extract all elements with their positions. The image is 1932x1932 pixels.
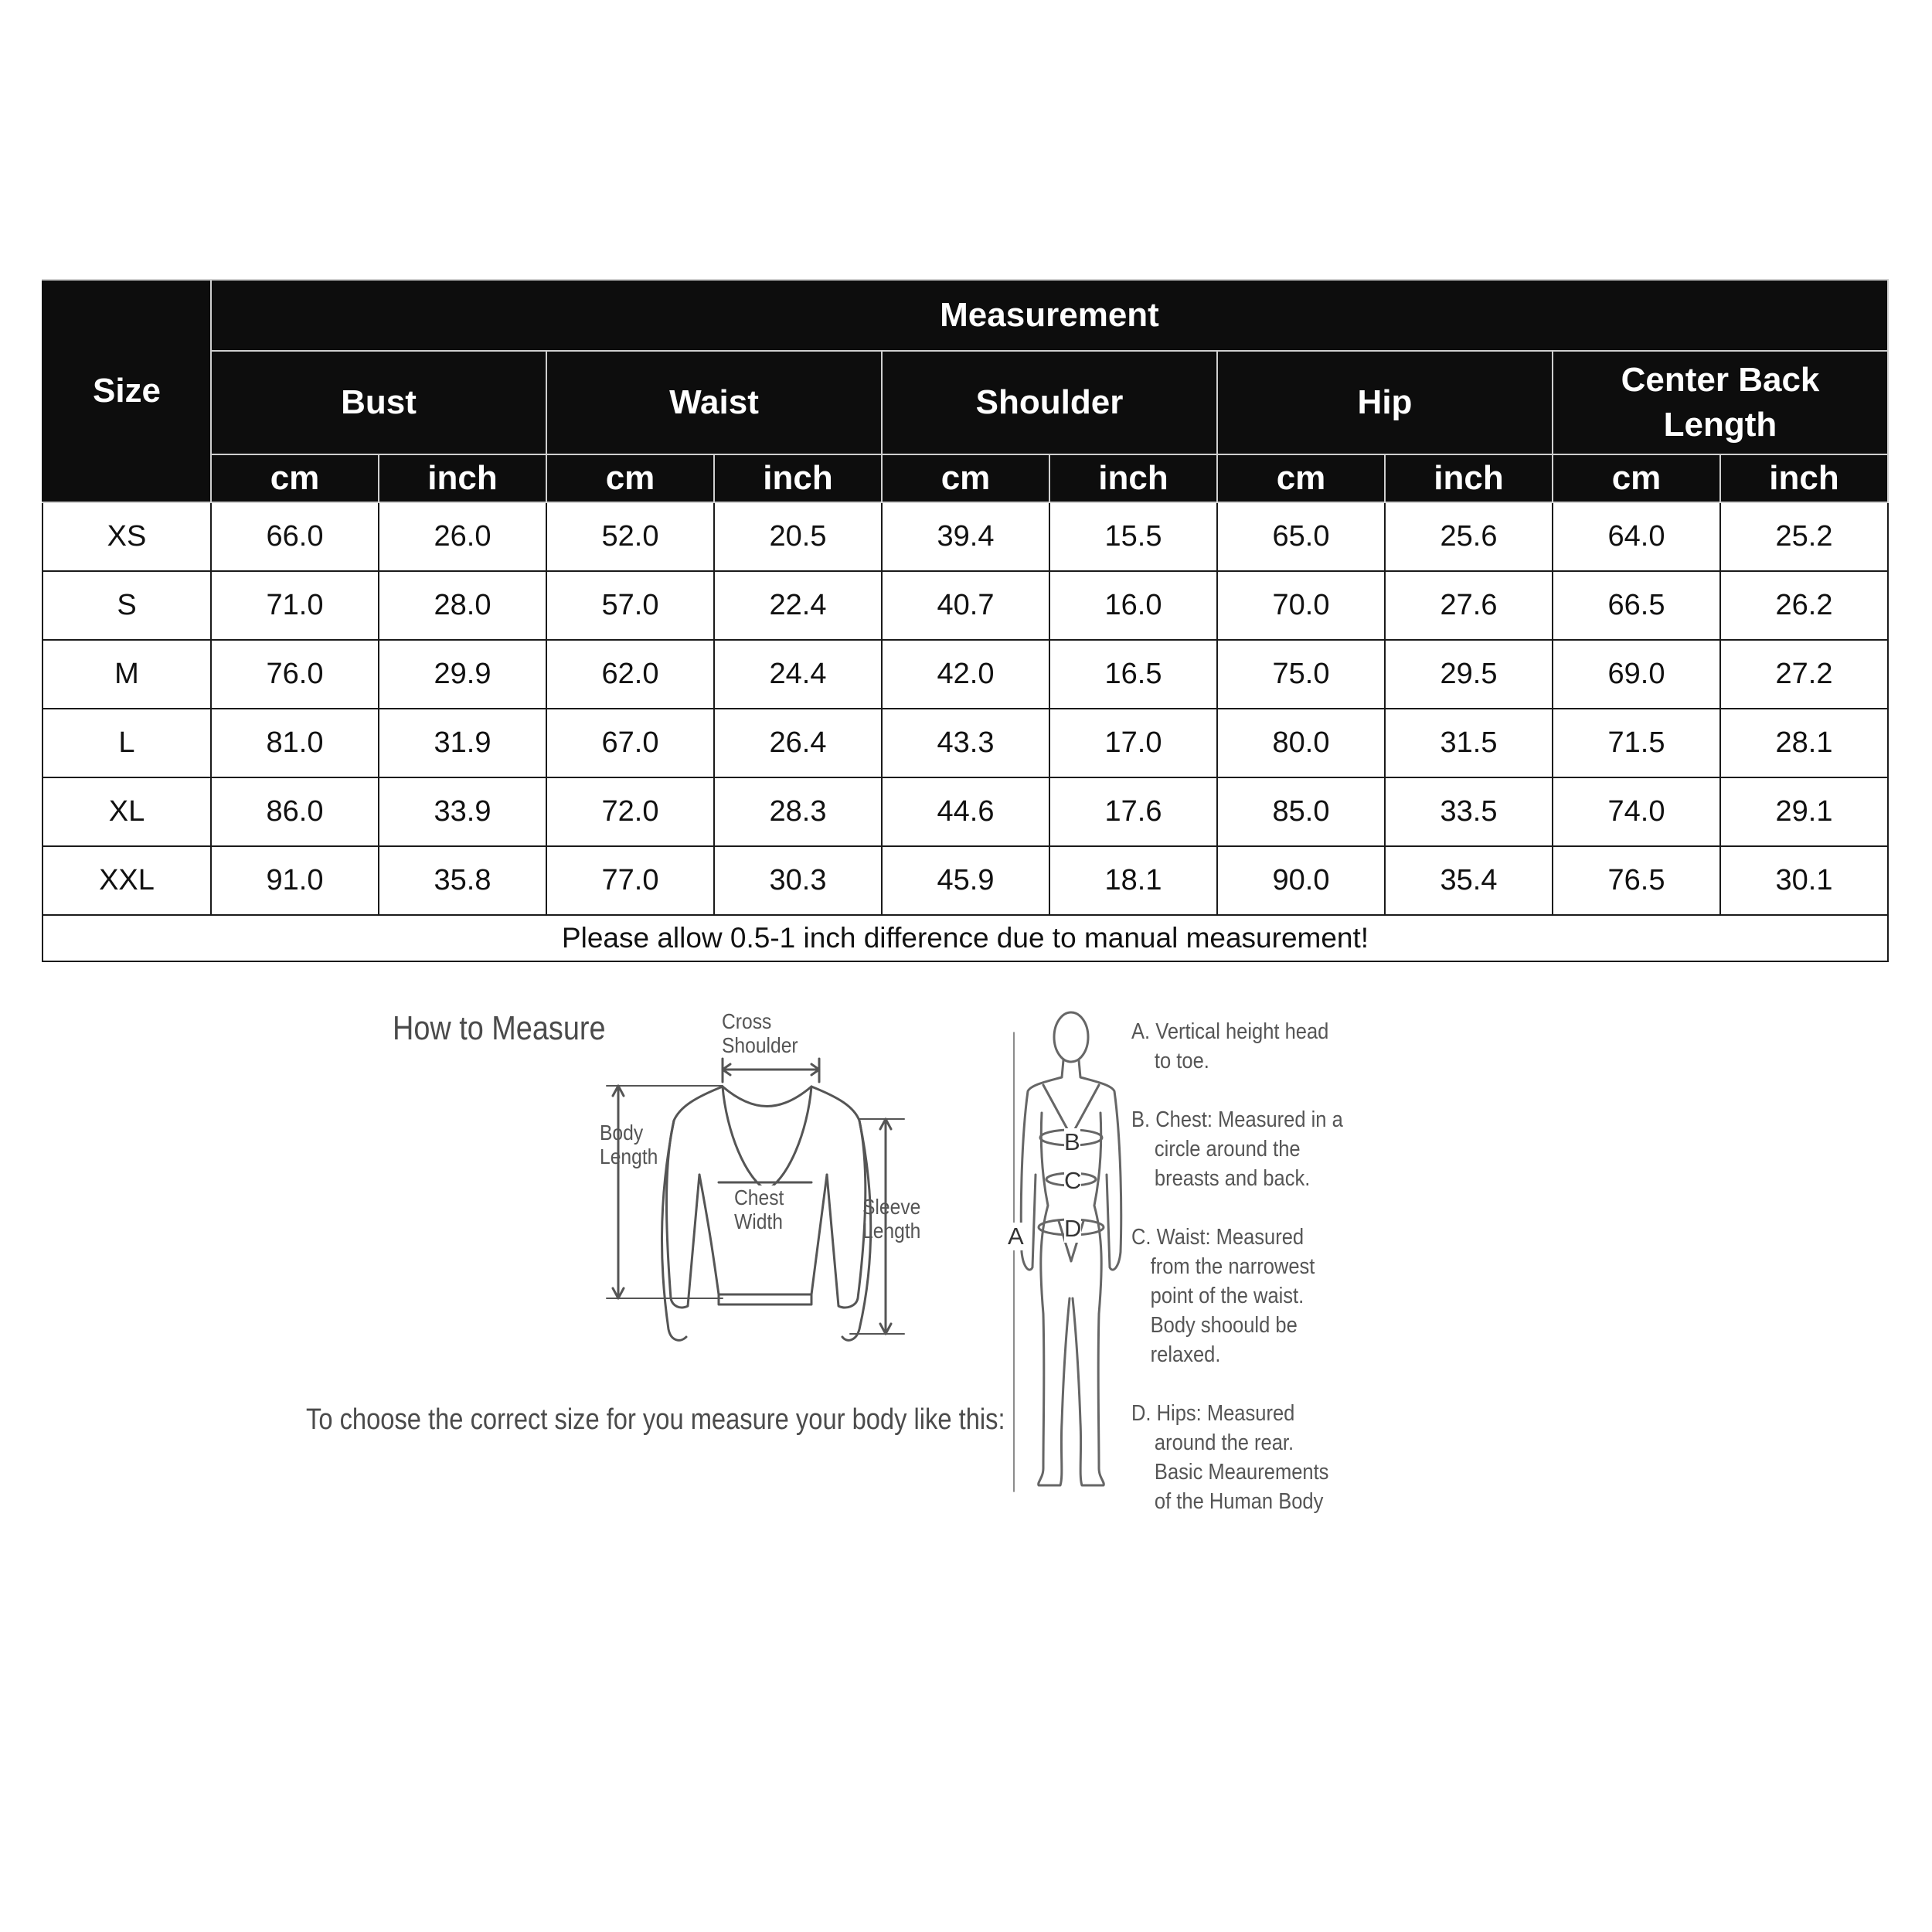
- value-cell: 65.0: [1217, 502, 1385, 571]
- value-cell: 18.1: [1049, 846, 1217, 915]
- cross-shoulder-arrow-icon: [723, 1059, 819, 1082]
- step-b: [1131, 1105, 1343, 1193]
- value-cell: 45.9: [882, 846, 1049, 915]
- sleeve-length-label: [862, 1195, 920, 1243]
- value-cell: 71.0: [211, 571, 379, 640]
- value-cell: 44.6: [882, 777, 1049, 846]
- value-cell: 26.2: [1720, 571, 1888, 640]
- label-line: Shoulder: [722, 1033, 798, 1057]
- value-cell: 43.3: [882, 709, 1049, 777]
- group-header-center-back-length-text: Center Back Length: [1621, 361, 1820, 444]
- body-letter-c: C: [1064, 1167, 1082, 1194]
- value-cell: 17.0: [1049, 709, 1217, 777]
- label-line: Width: [734, 1209, 783, 1233]
- value-cell: 25.6: [1385, 502, 1553, 571]
- value-cell: 27.6: [1385, 571, 1553, 640]
- value-cell: 16.0: [1049, 571, 1217, 640]
- label-line: Sleeve: [862, 1195, 921, 1219]
- group-header-shoulder: Shoulder: [882, 351, 1217, 454]
- unit-header-cm: cm: [1553, 454, 1720, 502]
- value-cell: 66.5: [1553, 571, 1720, 640]
- value-cell: 29.1: [1720, 777, 1888, 846]
- step-line: circle around the: [1154, 1137, 1301, 1162]
- unit-header-cm: cm: [211, 454, 379, 502]
- step-line: Body shoould be: [1150, 1313, 1298, 1338]
- label-line: Body: [600, 1121, 644, 1145]
- value-cell: 30.1: [1720, 846, 1888, 915]
- unit-header-inch: inch: [1385, 454, 1553, 502]
- value-cell: 33.9: [379, 777, 546, 846]
- value-cell: 22.4: [714, 571, 882, 640]
- value-cell: 24.4: [714, 640, 882, 709]
- group-header-waist: Waist: [546, 351, 882, 454]
- body-letter-d: D: [1064, 1215, 1082, 1242]
- value-cell: 86.0: [211, 777, 379, 846]
- value-cell: 76.5: [1553, 846, 1720, 915]
- value-cell: 69.0: [1553, 640, 1720, 709]
- value-cell: 26.4: [714, 709, 882, 777]
- value-cell: 70.0: [1217, 571, 1385, 640]
- step-line: around the rear.: [1154, 1430, 1294, 1455]
- step-line: D. Hips: Measured: [1131, 1401, 1295, 1426]
- value-cell: 28.0: [379, 571, 546, 640]
- value-cell: 81.0: [211, 709, 379, 777]
- unit-header-inch: inch: [379, 454, 546, 502]
- size-cell: M: [43, 640, 211, 709]
- step-c: [1131, 1223, 1315, 1369]
- value-cell: 31.9: [379, 709, 546, 777]
- value-cell: 67.0: [546, 709, 714, 777]
- value-cell: 27.2: [1720, 640, 1888, 709]
- unit-header-cm: cm: [1217, 454, 1385, 502]
- value-cell: 90.0: [1217, 846, 1385, 915]
- value-cell: 31.5: [1385, 709, 1553, 777]
- step-line: C. Waist: Measured: [1131, 1225, 1304, 1250]
- value-cell: 64.0: [1553, 502, 1720, 571]
- step-line: from the narrowest: [1150, 1254, 1315, 1279]
- label-line: Length: [600, 1145, 658, 1168]
- step-a: [1131, 1017, 1328, 1076]
- value-cell: 74.0: [1553, 777, 1720, 846]
- label-line: Length: [862, 1219, 921, 1243]
- value-cell: 39.4: [882, 502, 1049, 571]
- value-cell: 20.5: [714, 502, 882, 571]
- value-cell: 26.0: [379, 502, 546, 571]
- label-line: Chest: [734, 1185, 784, 1209]
- value-cell: 29.5: [1385, 640, 1553, 709]
- value-cell: 17.6: [1049, 777, 1217, 846]
- step-line: of the Human Body: [1154, 1489, 1324, 1514]
- choose-size-instruction: To choose the correct size for you measure your body like this:: [306, 1403, 1005, 1436]
- step-line: Basic Meaurements: [1154, 1460, 1329, 1485]
- step-line: relaxed.: [1150, 1342, 1221, 1367]
- body-letter-b: B: [1064, 1128, 1080, 1155]
- value-cell: 42.0: [882, 640, 1049, 709]
- cross-shoulder-label: [722, 1009, 798, 1057]
- value-cell: 33.5: [1385, 777, 1553, 846]
- value-cell: 28.3: [714, 777, 882, 846]
- step-line: point of the waist.: [1150, 1284, 1304, 1308]
- value-cell: 35.8: [379, 846, 546, 915]
- step-line: B. Chest: Measured in a: [1131, 1107, 1343, 1132]
- step-line: breasts and back.: [1154, 1166, 1311, 1191]
- measurement-header: Measurement: [211, 280, 1888, 351]
- size-cell: XS: [43, 502, 211, 571]
- value-cell: 52.0: [546, 502, 714, 571]
- body-length-label: [600, 1121, 658, 1168]
- measurement-note: Please allow 0.5-1 inch difference due to manual measurement!: [43, 915, 1888, 961]
- value-cell: 80.0: [1217, 709, 1385, 777]
- value-cell: 75.0: [1217, 640, 1385, 709]
- value-cell: 35.4: [1385, 846, 1553, 915]
- chest-width-label: [734, 1185, 784, 1233]
- unit-header-inch: inch: [1049, 454, 1217, 502]
- size-cell: XXL: [43, 846, 211, 915]
- size-cell: S: [43, 571, 211, 640]
- step-line: to toe.: [1154, 1049, 1209, 1073]
- value-cell: 66.0: [211, 502, 379, 571]
- label-line: Cross: [722, 1009, 772, 1033]
- value-cell: 16.5: [1049, 640, 1217, 709]
- how-to-measure-title: How to Measure: [393, 1009, 606, 1047]
- value-cell: 29.9: [379, 640, 546, 709]
- value-cell: 72.0: [546, 777, 714, 846]
- value-cell: 77.0: [546, 846, 714, 915]
- value-cell: 40.7: [882, 571, 1049, 640]
- step-line: A. Vertical height head: [1131, 1019, 1329, 1044]
- step-d: [1131, 1399, 1328, 1516]
- human-body-icon: [1014, 1012, 1121, 1492]
- group-header-bust: Bust: [211, 351, 546, 454]
- value-cell: 15.5: [1049, 502, 1217, 571]
- value-cell: 71.5: [1553, 709, 1720, 777]
- size-cell: L: [43, 709, 211, 777]
- value-cell: 30.3: [714, 846, 882, 915]
- value-cell: 57.0: [546, 571, 714, 640]
- unit-header-inch: inch: [714, 454, 882, 502]
- unit-header-cm: cm: [546, 454, 714, 502]
- value-cell: 62.0: [546, 640, 714, 709]
- value-cell: 85.0: [1217, 777, 1385, 846]
- value-cell: 91.0: [211, 846, 379, 915]
- value-cell: 25.2: [1720, 502, 1888, 571]
- size-column-header: Size: [43, 280, 211, 502]
- value-cell: 28.1: [1720, 709, 1888, 777]
- unit-header-inch: inch: [1720, 454, 1888, 502]
- unit-header-cm: cm: [882, 454, 1049, 502]
- group-header-hip: Hip: [1217, 351, 1553, 454]
- body-letter-a: A: [1008, 1223, 1024, 1250]
- size-cell: XL: [43, 777, 211, 846]
- value-cell: 76.0: [211, 640, 379, 709]
